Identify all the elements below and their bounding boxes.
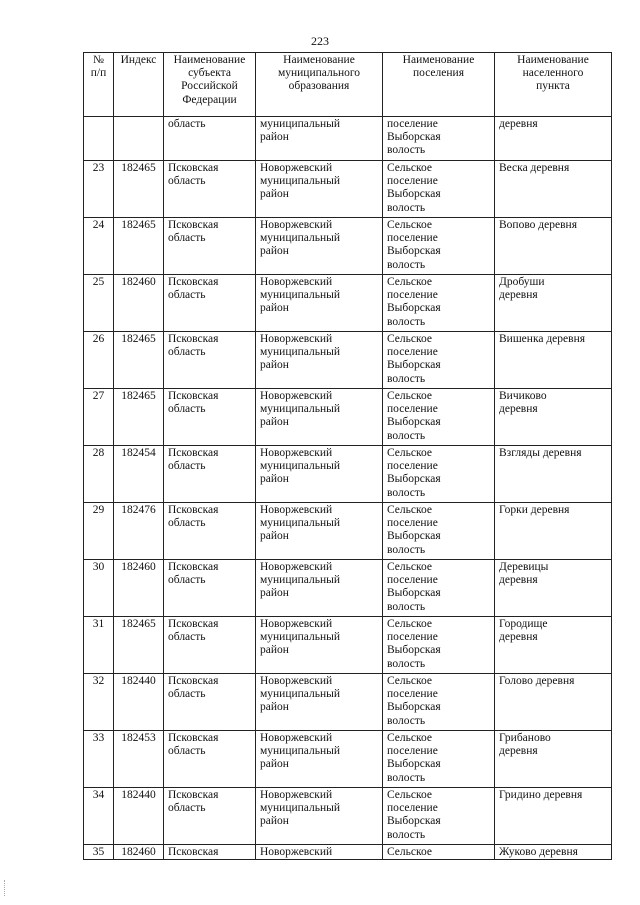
cell-index: 182440 xyxy=(114,788,164,845)
cell-locality: Дробуши деревня xyxy=(495,275,612,332)
cell-index: 182453 xyxy=(114,731,164,788)
table-row-continuation xyxy=(84,117,612,161)
cell-municipality: Новоржевский муниципальный район xyxy=(256,731,383,788)
cell-settlement: Сельское поселение Выборская волость xyxy=(383,446,495,503)
cell-num: 35 xyxy=(84,845,114,860)
cell-locality: Горки деревня xyxy=(495,503,612,560)
cell-num: 28 xyxy=(84,446,114,503)
cell-num: 27 xyxy=(84,389,114,446)
cell-settlement: Сельское поселение Выборская волость xyxy=(383,788,495,845)
cell-index: 182465 xyxy=(114,617,164,674)
header-locality: Наименование населенного пункта xyxy=(495,53,612,117)
cell-num: 30 xyxy=(84,560,114,617)
cell-subject: Псковская область xyxy=(164,332,256,389)
cell-settlement: Сельское поселение Выборская волость xyxy=(383,161,495,218)
cell-locality: Деревицы деревня xyxy=(495,560,612,617)
cell-locality: Голово деревня xyxy=(495,674,612,731)
header-subject: Наименование субъекта Российской Федерации xyxy=(164,53,256,117)
table-row xyxy=(84,845,612,860)
header-num: № п/п xyxy=(84,53,114,117)
table-row xyxy=(84,617,612,674)
cell-locality: Вишенка деревня xyxy=(495,332,612,389)
table-row xyxy=(84,731,612,788)
cell-num: 23 xyxy=(84,161,114,218)
scan-margin-mark xyxy=(4,880,7,896)
cell-subject: Псковская область xyxy=(164,389,256,446)
cell-municipality: Новоржевский муниципальный район xyxy=(256,446,383,503)
cell-municipality: Новоржевский муниципальный район xyxy=(256,389,383,446)
cell-settlement: Сельское поселение Выборская волость xyxy=(383,560,495,617)
cell-settlement: Сельское поселение Выборская волость xyxy=(383,275,495,332)
cell-num: 25 xyxy=(84,275,114,332)
cell-subject: Псковская xyxy=(164,845,256,860)
cell-locality: Гридино деревня xyxy=(495,788,612,845)
cell-locality: деревня xyxy=(495,117,612,161)
cell-index: 182454 xyxy=(114,446,164,503)
cell-subject: Псковская область xyxy=(164,788,256,845)
cell-num: 24 xyxy=(84,218,114,275)
header-index: Индекс xyxy=(114,53,164,117)
cell-settlement: Сельское xyxy=(383,845,495,860)
cell-num: 31 xyxy=(84,617,114,674)
cell-locality: Городище деревня xyxy=(495,617,612,674)
cell-index: 182465 xyxy=(114,218,164,275)
cell-index: 182465 xyxy=(114,161,164,218)
cell-subject: Псковская область xyxy=(164,731,256,788)
cell-settlement: Сельское поселение Выборская волость xyxy=(383,731,495,788)
cell-settlement: Сельское поселение Выборская волость xyxy=(383,218,495,275)
table-row xyxy=(84,560,612,617)
cell-index: 182476 xyxy=(114,503,164,560)
cell-locality: Грибаново деревня xyxy=(495,731,612,788)
table-row xyxy=(84,503,612,560)
table-row xyxy=(84,275,612,332)
cell-municipality: Новоржевский муниципальный район xyxy=(256,788,383,845)
cell-index: 182460 xyxy=(114,845,164,860)
cell-locality: Веска деревня xyxy=(495,161,612,218)
cell-subject: Псковская область xyxy=(164,503,256,560)
cell-index: 182460 xyxy=(114,275,164,332)
table-row xyxy=(84,788,612,845)
cell-municipality: Новоржевский муниципальный район xyxy=(256,275,383,332)
cell-subject: Псковская область xyxy=(164,617,256,674)
cell-index: 182465 xyxy=(114,389,164,446)
cell-municipality: Новоржевский муниципальный район xyxy=(256,332,383,389)
cell-num: 34 xyxy=(84,788,114,845)
cell-municipality: Новоржевский муниципальный район xyxy=(256,617,383,674)
cell-index xyxy=(114,117,164,161)
cell-num: 26 xyxy=(84,332,114,389)
cell-settlement: Сельское поселение Выборская волость xyxy=(383,674,495,731)
cell-locality: Жуково деревня xyxy=(495,845,612,860)
table-row xyxy=(84,446,612,503)
cell-settlement: Сельское поселение Выборская волость xyxy=(383,332,495,389)
cell-municipality: Новоржевский муниципальный район xyxy=(256,674,383,731)
cell-locality: Вопово деревня xyxy=(495,218,612,275)
page-number: 223 xyxy=(311,34,329,48)
cell-num: 32 xyxy=(84,674,114,731)
cell-subject: Псковская область xyxy=(164,560,256,617)
cell-municipality: Новоржевский муниципальный район xyxy=(256,560,383,617)
cell-index: 182440 xyxy=(114,674,164,731)
cell-num: 29 xyxy=(84,503,114,560)
cell-subject: Псковская область xyxy=(164,674,256,731)
cell-settlement: Сельское поселение Выборская волость xyxy=(383,617,495,674)
header-settlement: Наименование поселения xyxy=(383,53,495,117)
cell-municipality: Новоржевский xyxy=(256,845,383,860)
cell-index: 182465 xyxy=(114,332,164,389)
settlement-registry-table xyxy=(83,52,612,860)
cell-index: 182460 xyxy=(114,560,164,617)
table-row xyxy=(84,332,612,389)
cell-locality: Вичиково деревня xyxy=(495,389,612,446)
table-row xyxy=(84,389,612,446)
cell-subject: область xyxy=(164,117,256,161)
cell-settlement: Сельское поселение Выборская волость xyxy=(383,389,495,446)
cell-municipality: муниципальный район xyxy=(256,117,383,161)
cell-num: 33 xyxy=(84,731,114,788)
cell-subject: Псковская область xyxy=(164,446,256,503)
cell-locality: Взгляды деревня xyxy=(495,446,612,503)
cell-subject: Псковская область xyxy=(164,275,256,332)
table-row xyxy=(84,161,612,218)
table-header-row xyxy=(84,53,612,117)
cell-municipality: Новоржевский муниципальный район xyxy=(256,218,383,275)
cell-settlement: Сельское поселение Выборская волость xyxy=(383,503,495,560)
cell-subject: Псковская область xyxy=(164,218,256,275)
cell-settlement: поселение Выборская волость xyxy=(383,117,495,161)
cell-municipality: Новоржевский муниципальный район xyxy=(256,161,383,218)
cell-num xyxy=(84,117,114,161)
table-row xyxy=(84,218,612,275)
table-row xyxy=(84,674,612,731)
cell-municipality: Новоржевский муниципальный район xyxy=(256,503,383,560)
cell-subject: Псковская область xyxy=(164,161,256,218)
header-municipality: Наименование муниципального образования xyxy=(256,53,383,117)
